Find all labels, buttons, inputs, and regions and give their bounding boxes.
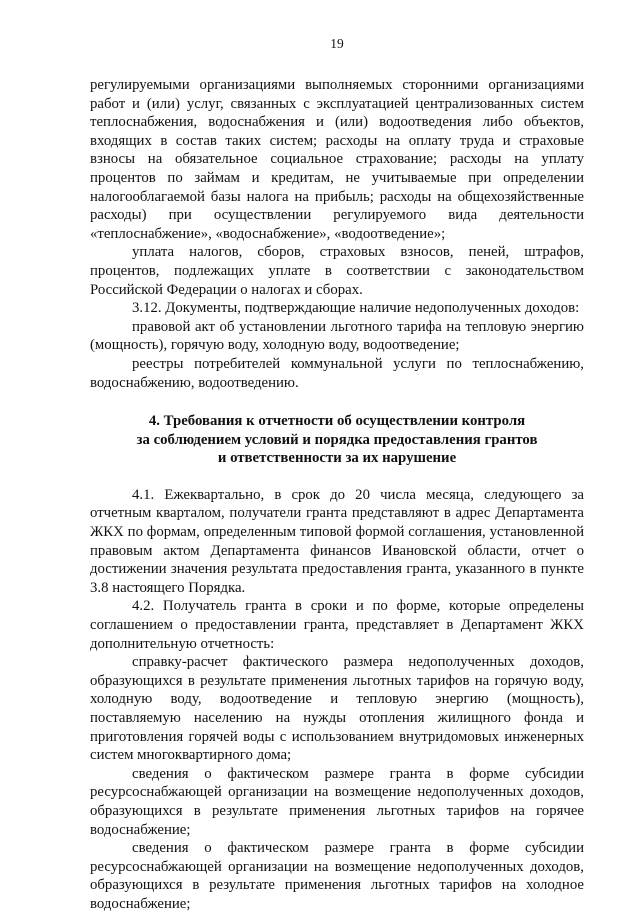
section-heading-line-2: за соблюдением условий и порядка предоставления грантов	[136, 431, 538, 448]
paragraph-4-1: 4.1. Ежеквартально, в срок до 20 числа месяца, следующего за отчетным кварталом, получатели гранта представляют в адрес Департамента ЖКХ по формам, определенным типовой формой соглашения, установленной правовым актом Департамента финансов Ивановской области, отчет о достижении значения результата предоставления гранта, указанного в пункте 3.8 настоящего Порядка.	[90, 486, 584, 596]
paragraph-3-12: 3.12. Документы, подтверждающие наличие недополученных доходов:	[132, 300, 580, 317]
page-number: 19	[330, 36, 344, 51]
paragraph-calc-reference: справку-расчет фактического размера недополученных доходов, образующихся в результате применения льготных тарифов на горячую воду, холодную воду, водоотведение и тепловую энергию (мощность), поставляемую населению на нужды отопления жилищного фонда и приготовления горячей воды с использованием внутридомовых инженерных систем многоквартирного дома;	[90, 654, 584, 764]
section-heading-line-3: и ответственности за их нарушение	[217, 450, 457, 467]
section-heading	[90, 412, 584, 468]
paragraph-registers: реестры потребителей коммунальной услуги по теплоснабжению, водоснабжению, водоотведению.	[90, 355, 584, 391]
section-heading-line-1: 4. Требования к отчетности об осуществлении контроля	[148, 413, 526, 430]
paragraph-legal-act: правовой акт об установлении льготного тарифа на тепловую энергию (мощность), горячую воду, холодную воду, водоотведение;	[90, 318, 584, 354]
paragraph-taxes: уплата налогов, сборов, страховых взносов, пеней, штрафов, процентов, подлежащих уплате в соответствии с законодательством Российской Федерации о налогах и сборах.	[90, 244, 584, 298]
paragraph-cold-water-info: сведения о фактическом размере гранта в форме субсидии ресурсоснабжающей организации на возмещение недополученных доходов, образующихся в результате применения льготных тарифов на холодное водоснабжение;	[90, 840, 584, 912]
paragraph-hot-water-info: сведения о фактическом размере гранта в форме субсидии ресурсоснабжающей организации на возмещение недополученных доходов, образующихся в результате применения льготных тарифов на горячее водоснабжение;	[90, 765, 584, 838]
paragraph-continuation: регулируемыми организациями выполняемых сторонними организациями работ и (или) услуг, связанных с эксплуатацией централизованных систем теплоснабжения, водоснабжения и (или) водоотведения либо объектов, входящих в состав таких систем; расходы на оплату труда и страховые взносы на обязательное социальное страхование; расходы на уплату процентов по займам и кредитам, не учитываемые при определении налогооблагаемой базы налога на прибыль; расходы на общехозяйственные расходы) при осуществлении регулируемого вида деятельности «теплоснабжение», «водоснабжение», «водоотведение»;	[90, 77, 584, 242]
paragraph-4-2: 4.2. Получатель гранта в сроки и по форме, которые определены соглашением о предоставлении гранта, представляет в Департамент ЖКХ дополнительную отчетность:	[90, 598, 584, 652]
